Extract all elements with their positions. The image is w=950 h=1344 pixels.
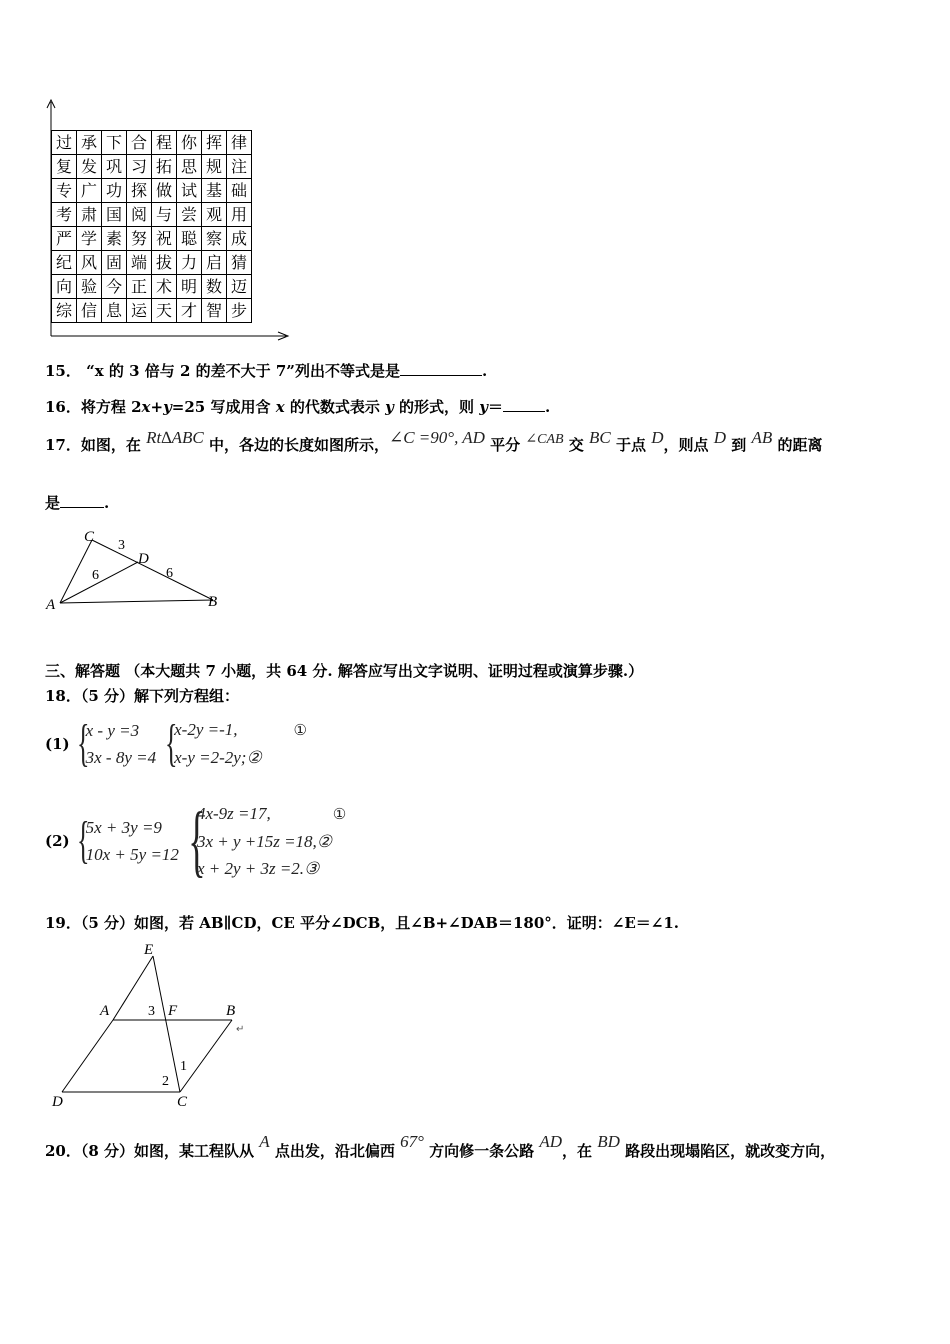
q18-p1-system-b: x-2y =-1, ① x-y =2-2y;② — [174, 720, 307, 767]
grid-cell: 探 — [127, 179, 152, 203]
grid-cell: 信 — [77, 299, 102, 323]
grid-row — [52, 155, 252, 179]
grid-row — [52, 251, 252, 275]
grid-cell: 运 — [127, 299, 152, 323]
grid-cell: 正 — [127, 275, 152, 299]
q15-text: 15． “x 的 3 倍与 2 的差不大于 7”列出不等式是是 — [45, 362, 400, 380]
label-angle-2: 2 — [162, 1074, 169, 1089]
grid-cell: 端 — [127, 251, 152, 275]
label-angle-1: 1 — [180, 1059, 187, 1074]
grid-cell: 合 — [127, 131, 152, 155]
grid-cell: 阅 — [127, 203, 152, 227]
grid-cell: 考 — [52, 203, 77, 227]
grid-cell: 力 — [177, 251, 202, 275]
label-A: A — [46, 597, 56, 613]
grid-cell: 规 — [202, 155, 227, 179]
label-DB-length: 6 — [166, 566, 173, 581]
grid-cell: 基 — [202, 179, 227, 203]
label-CD-length: 3 — [118, 538, 125, 553]
grid-cell: 程 — [152, 131, 177, 155]
grid-cell: 复 — [52, 155, 77, 179]
grid-row — [52, 179, 252, 203]
return-mark: ↵ — [236, 1024, 245, 1035]
parallelogram-figure-19 — [40, 940, 260, 1112]
grid-cell: 聪 — [177, 227, 202, 251]
grid-cell: 学 — [77, 227, 102, 251]
q18-p2-system-a: 5x + 3y =9 10x + 5y =12 — [85, 818, 179, 864]
label-AD-length: 6 — [92, 568, 99, 583]
grid-cell: 肃 — [77, 203, 102, 227]
grid-row — [52, 275, 252, 299]
question-15: 15． “x 的 3 倍与 2 的差不大于 7”列出不等式是是 . — [45, 362, 488, 380]
grid-cell: 才 — [177, 299, 202, 323]
label-B: B — [208, 594, 218, 610]
grid-cell: 猜 — [227, 251, 252, 275]
question-16: 16．将方程 2x+y=25 写成用含 x 的代数式表示 y 的形式，则 y＝ . — [45, 398, 551, 416]
grid-cell: 严 — [52, 227, 77, 251]
grid-cell: 习 — [127, 155, 152, 179]
grid-cell: 息 — [102, 299, 127, 323]
q16-answer-blank[interactable] — [503, 411, 545, 412]
grid-row — [52, 131, 252, 155]
question-18-title: 18．（5 分）解下列方程组： — [45, 687, 240, 705]
question-19: 19．（5 分）如图，若 AB∥CD，CE 平分∠DCB，且∠B+∠DAB＝180°．证明：∠E＝∠1. — [45, 914, 679, 932]
label-D: D — [52, 1094, 63, 1110]
grid-cell: 迈 — [227, 275, 252, 299]
grid-cell: 启 — [202, 251, 227, 275]
grid-cell: 做 — [152, 179, 177, 203]
grid-cell: 过 — [52, 131, 77, 155]
grid-cell: 术 — [152, 275, 177, 299]
character-grid — [51, 130, 252, 323]
question-20: 20．（8 分）如图，某工程队从 A 点出发，沿北偏西 67° 方向修一条公路 AD，在 BD 路段出现塌陷区，就改变方向， — [45, 1132, 836, 1160]
label-C: C — [177, 1094, 188, 1110]
grid-cell: 纪 — [52, 251, 77, 275]
grid-cell: 努 — [127, 227, 152, 251]
grid-cell: 巩 — [102, 155, 127, 179]
grid-cell: 祝 — [152, 227, 177, 251]
grid-cell: 素 — [102, 227, 127, 251]
question-17-line2: 是 . — [45, 494, 110, 512]
grid-cell: 你 — [177, 131, 202, 155]
grid-cell: 今 — [102, 275, 127, 299]
grid-row — [52, 299, 252, 323]
grid-row — [52, 227, 252, 251]
label-F: F — [168, 1003, 178, 1019]
grid-cell: 广 — [77, 179, 102, 203]
grid-cell: 步 — [227, 299, 252, 323]
triangle-figure-17 — [40, 525, 240, 617]
grid-cell: 明 — [177, 275, 202, 299]
grid-cell: 固 — [102, 251, 127, 275]
grid-cell: 向 — [52, 275, 77, 299]
grid-cell: 国 — [102, 203, 127, 227]
grid-cell: 与 — [152, 203, 177, 227]
q18-p1-system-a: x - y =3 3x - 8y =4 — [85, 720, 157, 767]
grid-cell: 试 — [177, 179, 202, 203]
label-B: B — [226, 1003, 236, 1019]
section-3-heading: 三、解答题 （本大题共 7 小题，共 64 分. 解答应写出文字说明、证明过程或演算步骤.） — [45, 662, 644, 680]
q15-answer-blank[interactable] — [400, 375, 482, 376]
question-17: 17．如图，在 Rt∆ABC 中，各边的长度如图所示，∠C =90°, AD 平分 ∠CAB 交 BC 于点 D，则点 D 到 AB 的距离 — [45, 428, 823, 454]
grid-cell: 风 — [77, 251, 102, 275]
label-angle-3: 3 — [148, 1004, 155, 1019]
grid-cell: 天 — [152, 299, 177, 323]
label-A: A — [100, 1003, 110, 1019]
grid-cell: 础 — [227, 179, 252, 203]
grid-cell: 注 — [227, 155, 252, 179]
grid-cell: 思 — [177, 155, 202, 179]
grid-cell: 拓 — [152, 155, 177, 179]
grid-cell: 察 — [202, 227, 227, 251]
grid-cell: 律 — [227, 131, 252, 155]
label-D: D — [138, 551, 149, 567]
grid-cell: 综 — [52, 299, 77, 323]
grid-cell: 验 — [77, 275, 102, 299]
q17-answer-blank[interactable] — [60, 507, 104, 508]
grid-cell: 拔 — [152, 251, 177, 275]
q18-part2: (2) { 5x + 3y =9 10x + 5y =12 { 4x-9z =17, ① 3x + y +15z =18,② x + 2y + 3z =2.③ — [45, 797, 347, 885]
grid-cell: 发 — [77, 155, 102, 179]
grid-cell: 观 — [202, 203, 227, 227]
grid-cell: 挥 — [202, 131, 227, 155]
grid-cell: 尝 — [177, 203, 202, 227]
grid-cell: 智 — [202, 299, 227, 323]
label-C: C — [84, 529, 95, 545]
grid-cell: 成 — [227, 227, 252, 251]
q18-p2-system-b: 4x-9z =17, ① 3x + y +15z =18,② x + 2y + 3z =2.③ — [196, 804, 347, 878]
label-E: E — [144, 942, 154, 958]
grid-row — [52, 203, 252, 227]
grid-cell: 功 — [102, 179, 127, 203]
grid-cell: 数 — [202, 275, 227, 299]
grid-cell: 用 — [227, 203, 252, 227]
grid-cell: 专 — [52, 179, 77, 203]
grid-cell: 下 — [102, 131, 127, 155]
grid-cell: 承 — [77, 131, 102, 155]
q18-part1: (1) { x - y =3 3x - 8y =4 { x-2y =-1, ① x-y =2-2y;② — [45, 714, 307, 772]
